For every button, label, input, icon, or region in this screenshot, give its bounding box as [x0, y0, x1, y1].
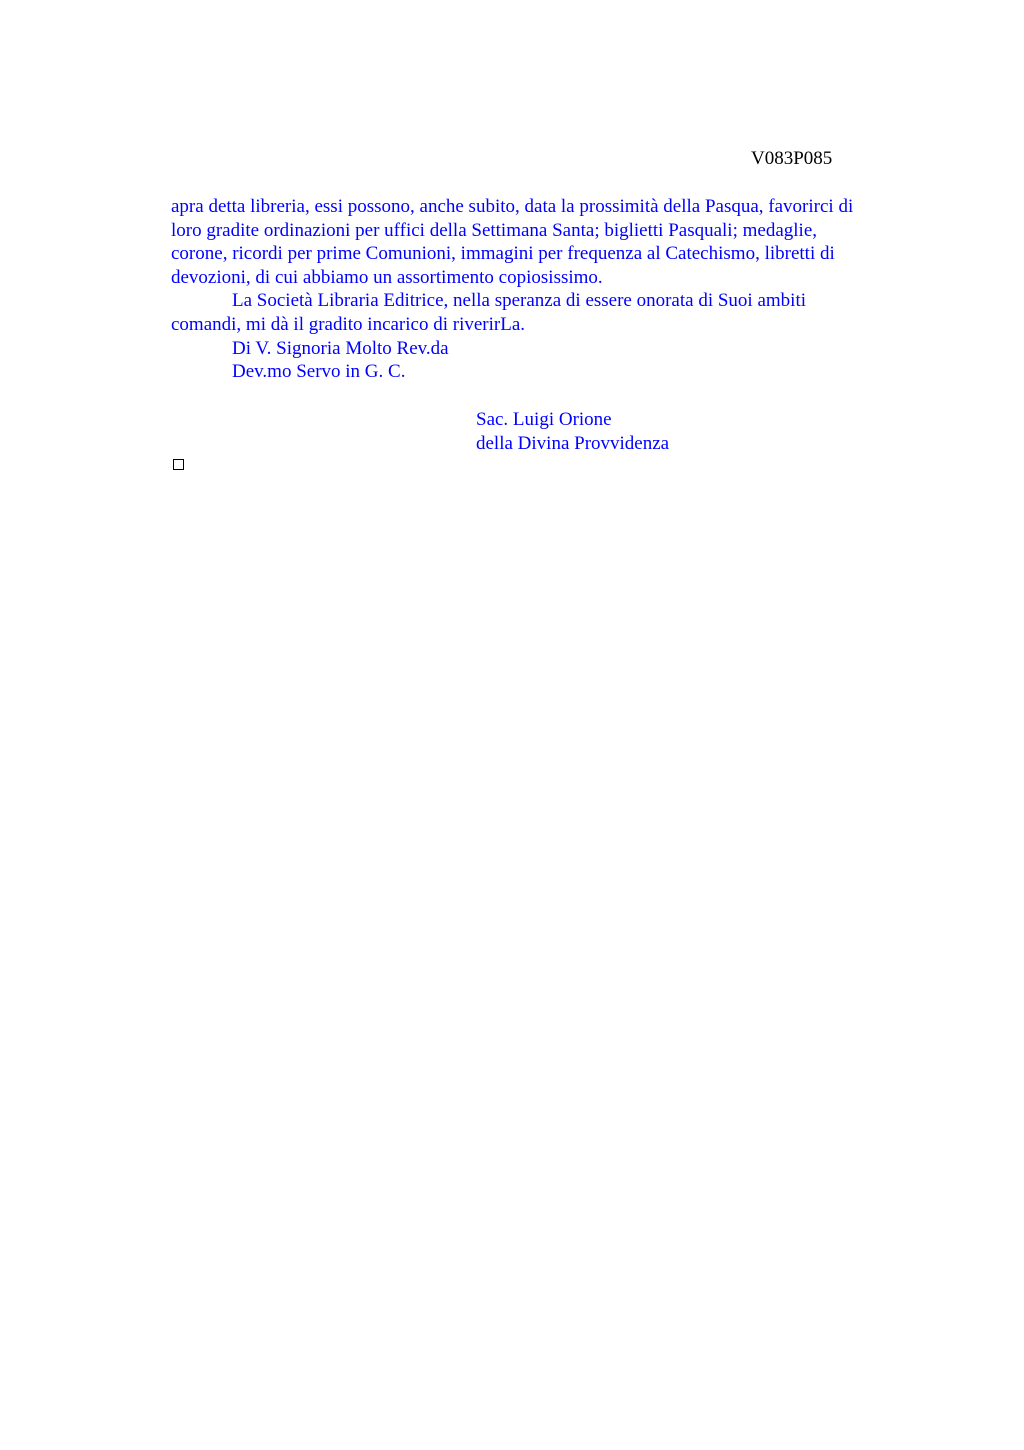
paragraph-1-line-1: apra detta libreria, essi possono, anche subito, data la prossimità della Pasqua, favorirci di: [171, 196, 854, 217]
letter-body: [171, 195, 931, 384]
paragraph-1-line-4: devozioni, di cui abbiamo un assortimento copiosissimo.: [171, 266, 603, 288]
paragraph-1-line-3: corone, ricordi per prime Comunioni, immagini per frequenza al Catechismo, libretti di: [171, 243, 835, 265]
paragraph-2-line-2: comandi, mi dà il gradito incarico di riverirLa.: [171, 313, 526, 335]
page-id: V083P085: [751, 148, 833, 169]
square-outline-icon: [173, 459, 184, 470]
signature-block: [476, 408, 669, 455]
paragraph-2-line-1: La Società Libraria Editrice, nella speranza di essere onorata di Suoi ambiti: [232, 290, 806, 312]
closing-salutation: Di V. Signoria Molto Rev.da: [232, 337, 449, 359]
closing-servant: Dev.mo Servo in G. C.: [232, 361, 406, 383]
paragraph-1-line-2: loro gradite ordinazioni per uffici della Settimana Santa; biglietti Pasquali; medaglie,: [171, 219, 817, 241]
signature-title: della Divina Provvidenza: [476, 432, 670, 454]
signature-name: Sac. Luigi Orione: [476, 409, 612, 430]
